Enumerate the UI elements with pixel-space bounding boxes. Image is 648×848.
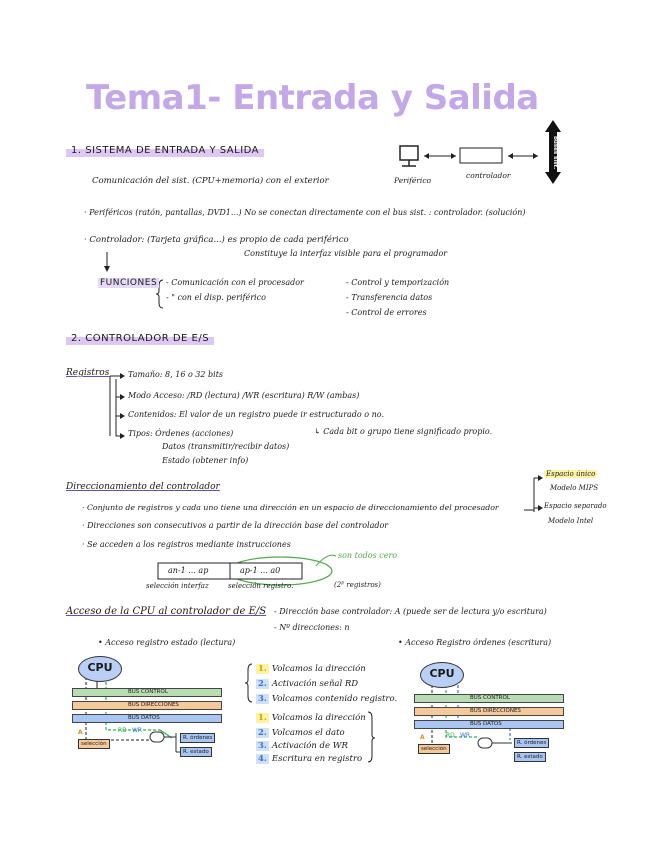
direcc-line-3: · Se acceden a los registros mediante instrucciones	[82, 540, 291, 549]
dir-base-text: - Dirección base controlador: A (puede ser de lectura y/o escritura)	[274, 607, 547, 616]
step-write-2: 2. Volcamos el dato	[258, 728, 345, 738]
page-title: Tema1- Entrada y Salida	[86, 78, 539, 118]
bus-datos-left: BUS DATOS	[72, 714, 222, 723]
comm-text: Comunicación del sist. (CPU+memoria) con el exterior	[92, 176, 329, 186]
a-label-right: A	[420, 734, 425, 741]
addr-left: an-1 ... ap	[168, 566, 209, 575]
r-estado-right: R. estado	[514, 752, 546, 762]
monitor-icon	[400, 146, 418, 160]
registro-tamano: Tamaño: 8, 16 o 32 bits	[128, 370, 224, 379]
r-estado-left: R. estado	[180, 747, 212, 757]
controller-box	[460, 148, 502, 163]
bus-control-left: BUS CONTROL	[72, 688, 222, 697]
section-3-heading: Acceso de la CPU al controlador de E/S	[66, 606, 267, 617]
step-read-2: 2. Activación señal RD	[258, 679, 359, 689]
r-ordenes-left: R. órdenes	[180, 733, 215, 743]
side-modelo-intel: Modelo Intel	[548, 517, 594, 525]
side-espacio-unico: Espacio único	[546, 470, 596, 478]
step-read-1: 1. Volcamos la dirección	[258, 664, 366, 674]
perifericos-text: · Periféricos (ratón, pantallas, DVD1...) No se conectan directamente con el bus sist. : controlador. (solución)	[84, 208, 526, 217]
bit-note: ↳ Cada bit o grupo tiene significado propio.	[314, 427, 493, 436]
seleccion-left: selección	[78, 739, 110, 749]
addr-cero-note: son todos cero	[338, 551, 398, 560]
num-dir-text: - Nº direcciones: n	[274, 623, 350, 632]
section-2-heading: 2. CONTROLADOR DE E/S	[66, 332, 214, 345]
right-access-title: • Acceso Registro órdenes (escritura)	[398, 638, 552, 647]
registro-contenidos: Contenidos: El valor de un registro puede ir estructurado o no.	[128, 410, 385, 419]
seleccion-right: selección	[418, 744, 450, 754]
diagram-controller-label: controlador	[466, 171, 511, 180]
registro-datos: Datos (transmitir/recibir datos)	[162, 442, 290, 451]
wr-label-right: WR	[460, 732, 471, 739]
cpu-right: CPU	[420, 662, 464, 688]
func-right-3: - Control de errores	[346, 308, 427, 317]
controlador-text-1: · Controlador: (Tarjeta gráfica...) es propio de cada periférico	[84, 235, 349, 245]
side-espacio-separado: Espacio separado	[544, 502, 607, 510]
bus-direcciones-left: BUS DIRECCIONES	[72, 701, 222, 710]
addr-right: ap-1 ... a0	[240, 566, 281, 575]
a-label-left: A	[78, 729, 83, 736]
r-ordenes-right: R. órdenes	[514, 738, 549, 748]
section-1-heading: 1. SISTEMA DE ENTRADA Y SALIDA	[66, 144, 264, 157]
func-left-2: - " con el disp. periférico	[166, 293, 266, 302]
func-right-1: - Control y temporización	[346, 278, 450, 287]
cpu-left: CPU	[78, 656, 122, 682]
addr-sel-right: selección registro.	[228, 582, 294, 590]
registro-estado: Estado (obtener info)	[162, 456, 249, 465]
step-read-3: 3. Volcamos contenido registro.	[258, 694, 398, 704]
controlador-text-2: Constituye la interfaz visible para el programador	[244, 249, 448, 258]
registro-tipos: Tipos: Órdenes (acciones)	[128, 429, 234, 438]
direcc-line-2: · Direcciones son consecutivos a partir de la dirección base del controlador	[82, 521, 389, 530]
diagram-device-label: Periférico	[394, 176, 432, 185]
funciones-label: FUNCIONES	[100, 278, 158, 288]
func-right-2: - Transferencia datos	[346, 293, 433, 302]
bus-datos-right: BUS DATOS	[414, 720, 564, 729]
step-write-4: 4. Escritura en registro	[258, 754, 363, 764]
func-left-1: - Comunicación con el procesador	[166, 278, 304, 287]
step-write-3: 3. Activación de WR	[258, 741, 348, 751]
registros-label: Registros	[66, 368, 110, 378]
direccionamiento-label: Direccionamiento del controlador	[66, 482, 220, 492]
rd-label-left: RD	[118, 727, 127, 734]
addr-note: (2ᴾ registros)	[334, 581, 381, 589]
diagram-bus-label: buses sist.	[552, 136, 558, 170]
wr-label-left: WR	[132, 727, 143, 734]
bus-direcciones-right: BUS DIRECCIONES	[414, 707, 564, 716]
side-modelo-mips: Modelo MIPS	[550, 484, 599, 492]
direcc-line-1: · Conjunto de registros y cada uno tiene una dirección en un espacio de direccionamiento del procesador	[82, 503, 499, 512]
left-access-title: • Acceso registro estado (lectura)	[98, 638, 236, 647]
rd-label-right: RD	[446, 732, 455, 739]
registro-modo: Modo Acceso: /RD (lectura) /WR (escritura) R/W (ambas)	[128, 391, 360, 400]
addr-sel-left: selección interfaz	[146, 582, 209, 590]
step-write-1: 1. Volcamos la dirección	[258, 713, 366, 723]
bus-control-right: BUS CONTROL	[414, 694, 564, 703]
